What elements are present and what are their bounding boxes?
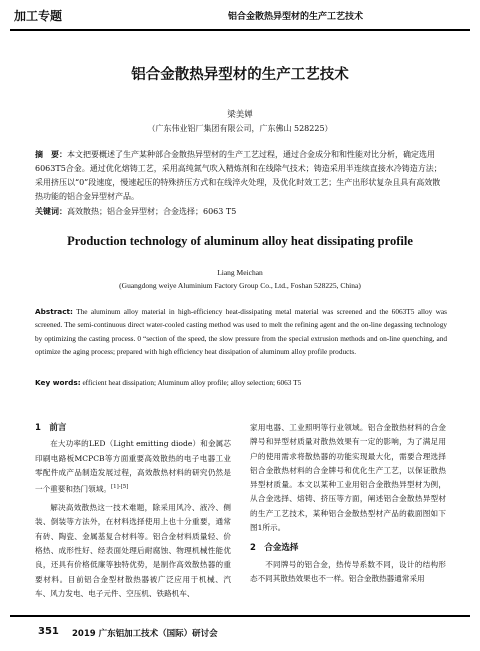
page-number: 351 (38, 626, 59, 637)
section-1-heading: 1 前言 (35, 423, 67, 433)
section-2-paragraph-1: 不同牌号的铝合金，热传导系数不同，设计的结构形态不同其散热效果也不一样。铝合金散热器通常采用 (250, 559, 446, 583)
keywords-en (35, 376, 447, 389)
body-column-right (250, 421, 446, 590)
body-column-left (35, 421, 231, 605)
abstract-en-label: Abstract: (35, 307, 73, 316)
keywords-en-label: Key words: (35, 378, 81, 387)
abstract-cn (35, 148, 447, 204)
keywords-cn-text: 高效散热；铝合金异型材；合金选择；6063 T5 (67, 207, 237, 216)
footer-rule (10, 615, 470, 617)
section-1-paragraph-2: 解决高效散热这一技术难题，除采用风冷、液冷、侧装、倒装等方法外，在材料选择使用上也十分重要，通常有砖、陶瓷、金属基复合材料等。铝合金材料质量轻、价格热、成形性好、经表面处理后耐腐蚀、物理机械性能优良，还具有价格低廉等独特优势，是制作高效散热器的重要材料。目前铝合金型材散热器被广泛应用于机械、汽车、风力发电、电子元件、空压机、铁路机车、 (35, 503, 231, 598)
running-title: 铝合金散热异型材的生产工艺技术 (228, 12, 364, 22)
abstract-cn-label: 摘 要： (35, 150, 67, 159)
citation-ref: [1]-[5] (110, 484, 129, 491)
author-cn: 梁美婵 (227, 110, 253, 120)
keywords-cn-label: 关键词： (35, 207, 67, 216)
keywords-cn (35, 205, 447, 219)
abstract-en-text: The aluminum alloy material in high-efficiency heat-dissipating metal material was screened and the 6063T5 alloy was screened. The semi-continuous direct water-cooled casting method was used to melt the refining agent and the on-line degassing technology by optimizing the casting process. 0 “section of the speed, the slow pressure from the special extrusion methods and on-line quenching, and optimize the aging process; prepared with high efficiency heat dissipation of aluminum alloy profile products. (35, 307, 447, 356)
right-paragraph-1: 家用电器、工业照明等行业领域。铝合金散热材料的合金牌号和异型材质量对散热效果有一定的影响，为了满足用户的使用需求将散热器的功能实现最大化，需要合理选择铝合金散热材料的合金牌号和优化生产工艺，以保证散热异型材质量。本文以某种工业用铝合金散热异型材为例，从合金选择、熔铸、挤压等方面，阐述铝合金散热异型材的生产工艺技术，某种铝合金散热型材产品的截面图如下图1所示。 (250, 423, 446, 533)
keywords-en-text: efficient heat dissipation; Aluminum alloy profile; alloy selection; 6063 T5 (82, 378, 302, 387)
page-footer (0, 615, 480, 651)
affiliation-en: (Guangdong weiye Aluminium Factory Group Co., Ltd., Foshan 528225, China) (119, 281, 361, 290)
abstract-en (35, 305, 447, 358)
author-en: Liang Meichan (217, 268, 263, 277)
section-label: 加工专题 (14, 9, 63, 23)
section-1-paragraph-1 (35, 437, 231, 497)
paper-title-cn: 铝合金散热异型材的生产工艺技术 (131, 67, 349, 83)
affiliation-cn: （广东伟业铝厂集团有限公司，广东佛山 528225） (147, 124, 333, 133)
journal-name: 2019 广东铝加工技术（国际）研讨会 (72, 629, 218, 639)
section-1-paragraph-1-text: 在大功率的LED（Light emitting diode）和金属芯印刷电路板MCPCB等方面重要高效散热的电子电器工业零配件成产品制造发展过程，高效散热材料的研究仍然是一个重要和热门领域。 (35, 439, 231, 494)
abstract-cn-text: 本文把要概述了生产某种部合金散热异型材的生产工艺过程，通过合金成分和和性能对比分析，确定选用6063T5合金。通过优化熔铸工艺，采用高纯氮气吹入精炼剂和在线除气技术；铸造采用半连续直接水冷铸造方法；采用挤压以“0”段速度，慢速起压的特殊挤压方式和在线淬火处理，及优化时效工艺；生产出形状复杂且具有高效散热功能的铝合金异型材产品。 (35, 150, 442, 201)
section-2-heading: 2 合金选择 (250, 543, 299, 554)
paper-title-en: Production technology of aluminum alloy heat dissipating profile (67, 234, 413, 248)
page-header (0, 0, 480, 36)
header-rule (10, 29, 470, 31)
